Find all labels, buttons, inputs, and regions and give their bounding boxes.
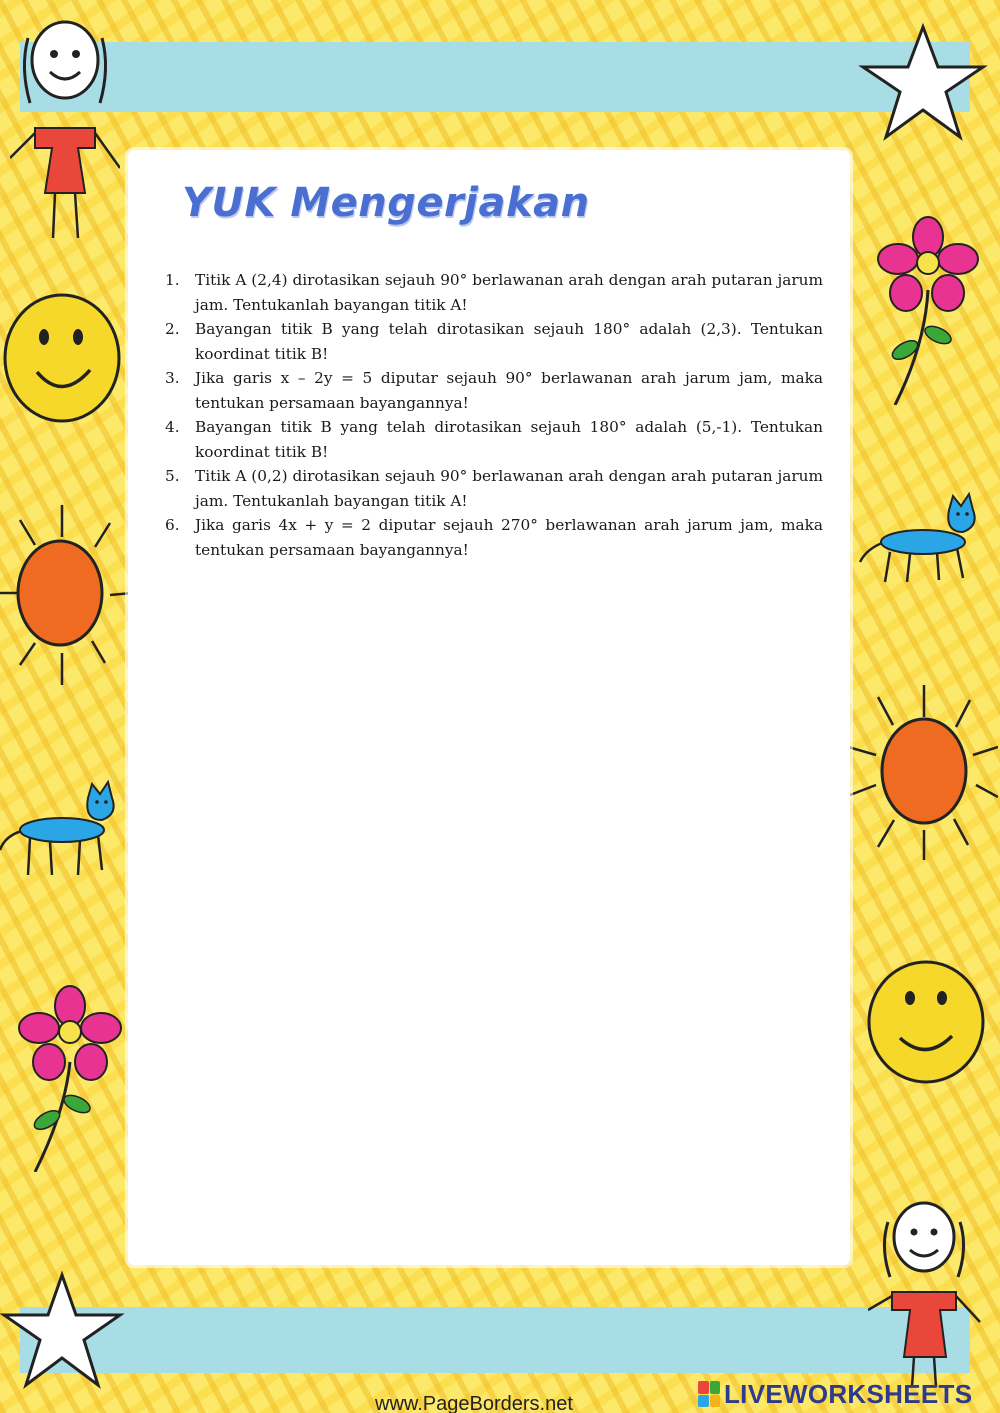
question-number: 1. [165, 271, 180, 289]
list-item [165, 415, 823, 464]
bottom-blue-band [20, 1307, 970, 1373]
girl-icon [10, 8, 120, 238]
flower-icon [15, 982, 125, 1172]
star-icon [0, 1270, 125, 1390]
smiley-icon [2, 292, 124, 424]
girl-icon [868, 1192, 983, 1387]
list-item [165, 366, 823, 415]
question-text: Titik A (0,2) dirotasikan sejauh 90° berlawanan arah dengan arah putaran jarum jam. Tentukanlah bayangan titik A! [195, 467, 823, 510]
question-number: 4. [165, 418, 180, 436]
question-text: Bayangan titik B yang telah dirotasikan sejauh 180° adalah (5,-1). Tentukan koordinat titik B! [195, 418, 823, 461]
cat-icon [855, 490, 990, 585]
question-number: 6. [165, 516, 180, 534]
question-number: 3. [165, 369, 180, 387]
question-number: 5. [165, 467, 180, 485]
list-item [165, 268, 823, 317]
top-blue-band [20, 42, 970, 112]
page-title: YUK Mengerjakan [182, 180, 590, 226]
liveworksheets-badge-icon [698, 1381, 720, 1407]
question-list [165, 268, 823, 562]
question-number: 2. [165, 320, 180, 338]
brand-name: LIVEWORKSHEETS [724, 1378, 973, 1409]
list-item [165, 317, 823, 366]
question-text: Jika garis x – 2y = 5 diputar sejauh 90° berlawanan arah jarum jam, maka tentukan persamaan bayangannya! [195, 369, 823, 412]
cat-icon [0, 780, 130, 880]
flower-icon [870, 215, 980, 405]
liveworksheets-logo [698, 1379, 972, 1409]
star-icon [858, 22, 988, 142]
sun-icon [848, 685, 998, 860]
sun-icon [0, 505, 132, 685]
footer-url: www.PageBorders.net [375, 1393, 573, 1413]
question-text: Bayangan titik B yang telah dirotasikan sejauh 180° adalah (2,3). Tentukan koordinat titik B! [195, 320, 823, 363]
question-text: Titik A (2,4) dirotasikan sejauh 90° berlawanan arah dengan arah putaran jarum jam. Tentukanlah bayangan titik A! [195, 271, 823, 314]
smiley-icon [866, 958, 988, 1088]
question-text: Jika garis 4x + y = 2 diputar sejauh 270° berlawanan arah jarum jam, maka tentukan persamaan bayangannya! [195, 516, 823, 559]
list-item [165, 513, 823, 562]
list-item [165, 464, 823, 513]
